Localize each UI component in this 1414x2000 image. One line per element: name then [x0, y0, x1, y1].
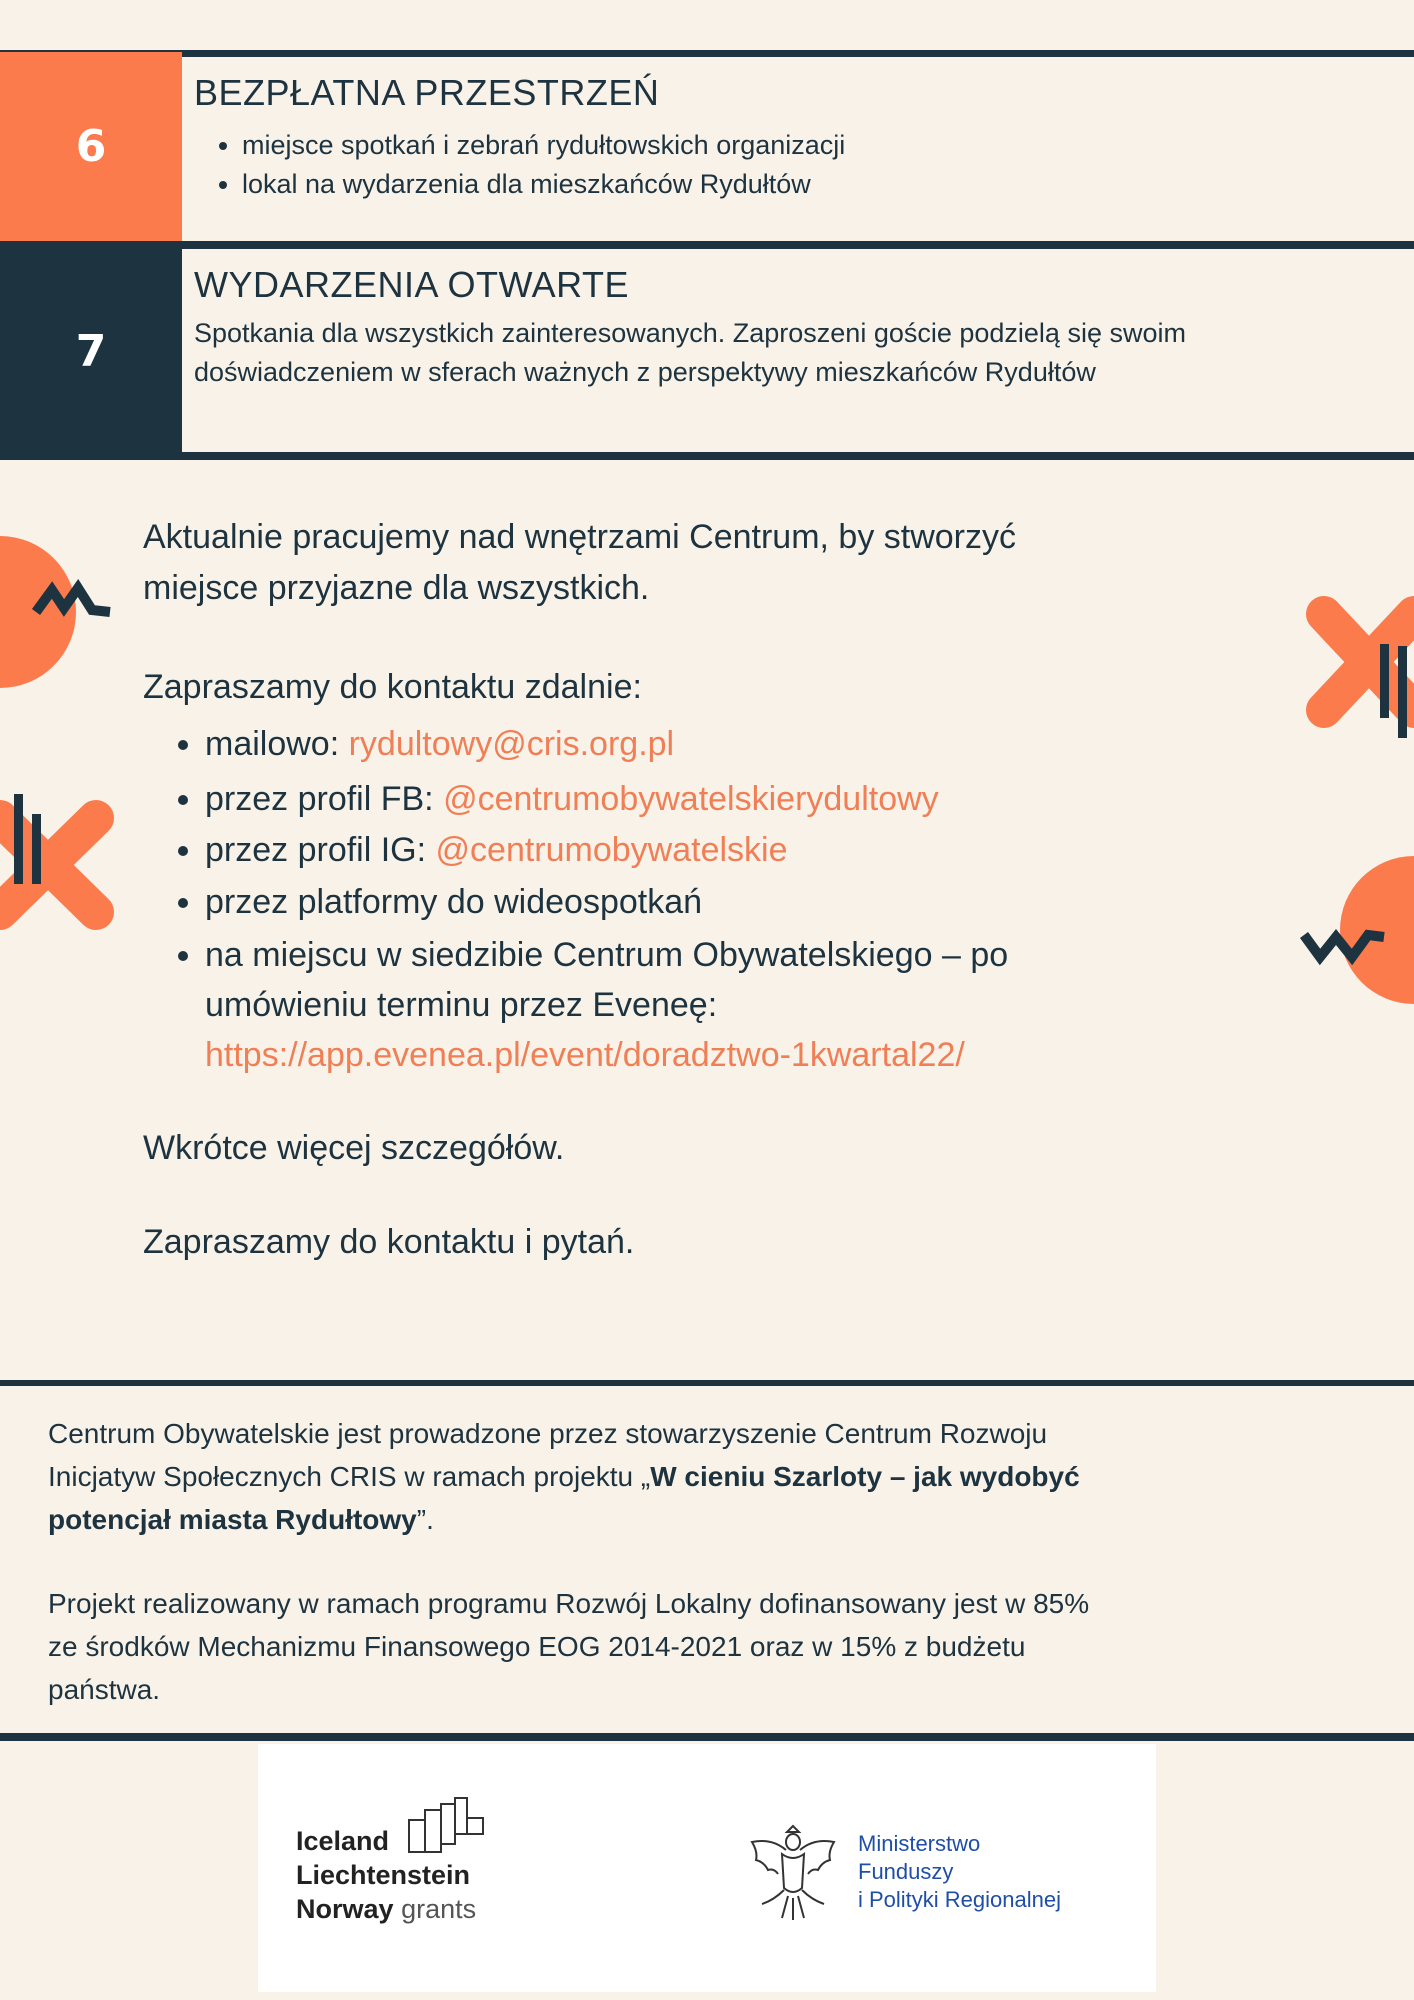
section-7-number: 7 [75, 326, 107, 377]
footer-line: Projekt realizowany w ramach programu Rozwój Lokalny dofinansowany jest w 85% [48, 1588, 1090, 1619]
section-divider [0, 452, 1414, 460]
ministry-logo-text [858, 1830, 1061, 1914]
footer-line: ze środków Mechanizmu Finansowego EOG 2014-2021 oraz w 15% z budżetu [48, 1631, 1026, 1662]
contact-label: przez profil IG: [205, 831, 436, 869]
logo-text: Iceland [296, 1826, 390, 1856]
logo-text: Funduszy [858, 1859, 954, 1884]
list-item [205, 930, 1263, 1080]
contact-label: mailowo: [205, 725, 349, 763]
contact-heading: Zapraszamy do kontaktu zdalnie: [143, 668, 642, 706]
logo-text: Norway [296, 1894, 394, 1924]
top-rule [0, 50, 1414, 57]
logo-text: Liechtenstein [296, 1860, 471, 1890]
contact-list [143, 717, 1263, 1080]
email-link[interactable]: rydultowy@cris.org.pl [348, 725, 675, 763]
contact-label: przez profil FB: [205, 780, 444, 818]
contact-label: przez platformy do wideospotkań [205, 883, 703, 921]
section-7-text-line: Spotkania dla wszystkich zainteresowanych. Zaproszeni goście podzielą się swoim [194, 318, 1186, 348]
section-6-number: 6 [75, 121, 107, 172]
facebook-link[interactable]: @centrumobywatelskierydultowy [443, 780, 939, 818]
list-item: • miejsce spotkań i zebrań rydułtowskich organizacji [242, 126, 845, 165]
project-name: potencjał miasta Rydułtowy [48, 1504, 417, 1535]
intro-line: Aktualnie pracujemy nad wnętrzami Centrum, by stworzyć [143, 518, 1016, 556]
section-6-title: BEZPŁATNA PRZESTRZEŃ [194, 72, 660, 113]
project-name: W cieniu Szarloty – jak wydobyć [650, 1461, 1080, 1492]
footer-text [48, 1412, 1368, 1711]
section-6-number-box [0, 52, 182, 241]
footer-line: państwa. [48, 1674, 161, 1705]
footer-text-fragment: Inicjatyw Społecznych CRIS w ramach projektu „ [48, 1461, 651, 1492]
contact-label: • na miejscu w siedzibie Centrum Obywatelskiego – po [205, 936, 1009, 974]
section-7-title: WYDARZENIA OTWARTE [194, 264, 630, 305]
logos-panel [258, 1744, 1156, 1992]
logo-text: i Polityki Regionalnej [858, 1887, 1061, 1912]
logo-text [296, 1892, 476, 1926]
intro-line: miejsce przyjazne dla wszystkich. [143, 569, 650, 607]
logo-text: Ministerstwo [858, 1831, 981, 1856]
footer-bottom-rule [0, 1733, 1414, 1741]
list-item [205, 874, 1263, 930]
list-item: • lokal na wydarzenia dla mieszkańców Rydułtów [242, 165, 845, 204]
logo-text: grants [401, 1894, 477, 1924]
invite-text: Zapraszamy do kontaktu i pytań. [143, 1223, 635, 1261]
list-item [205, 717, 1263, 772]
polish-eagle-emblem-icon [744, 1820, 842, 1924]
section-divider [0, 241, 1414, 249]
section-7-text [194, 314, 1186, 392]
soon-text: Wkrótce więcej szczegółów. [143, 1129, 565, 1167]
section-7-number-box [0, 247, 182, 456]
decor-cross-left [0, 790, 120, 950]
footer-line [48, 1455, 1368, 1498]
footer-text-fragment: ”. [416, 1504, 434, 1535]
section-6-bullets [194, 126, 845, 204]
section-7-text-line: doświadczeniem w sferach ważnych z perspektywy mieszkańców Rydułtów [194, 357, 1096, 387]
main-content [143, 512, 1263, 1268]
bars-logo-icon [408, 1796, 484, 1854]
footer-line [48, 1498, 1368, 1541]
decor-circle-zigzag-right [1296, 855, 1414, 1015]
contact-label: umówieniu terminu przez Eveneę: [205, 986, 718, 1024]
decor-circle-zigzag-left [0, 530, 130, 690]
decor-cross-right-top [1300, 590, 1414, 750]
footer-rule [0, 1380, 1414, 1386]
list-item [205, 826, 1263, 874]
footer-line: Centrum Obywatelskie jest prowadzone przez stowarzyszenie Centrum Rozwoju [48, 1418, 1048, 1449]
list-item [205, 772, 1263, 826]
evenea-link[interactable]: https://app.evenea.pl/event/doradztwo-1kwartal22/ [205, 1036, 965, 1074]
instagram-link[interactable]: @centrumobywatelskie [435, 831, 788, 869]
